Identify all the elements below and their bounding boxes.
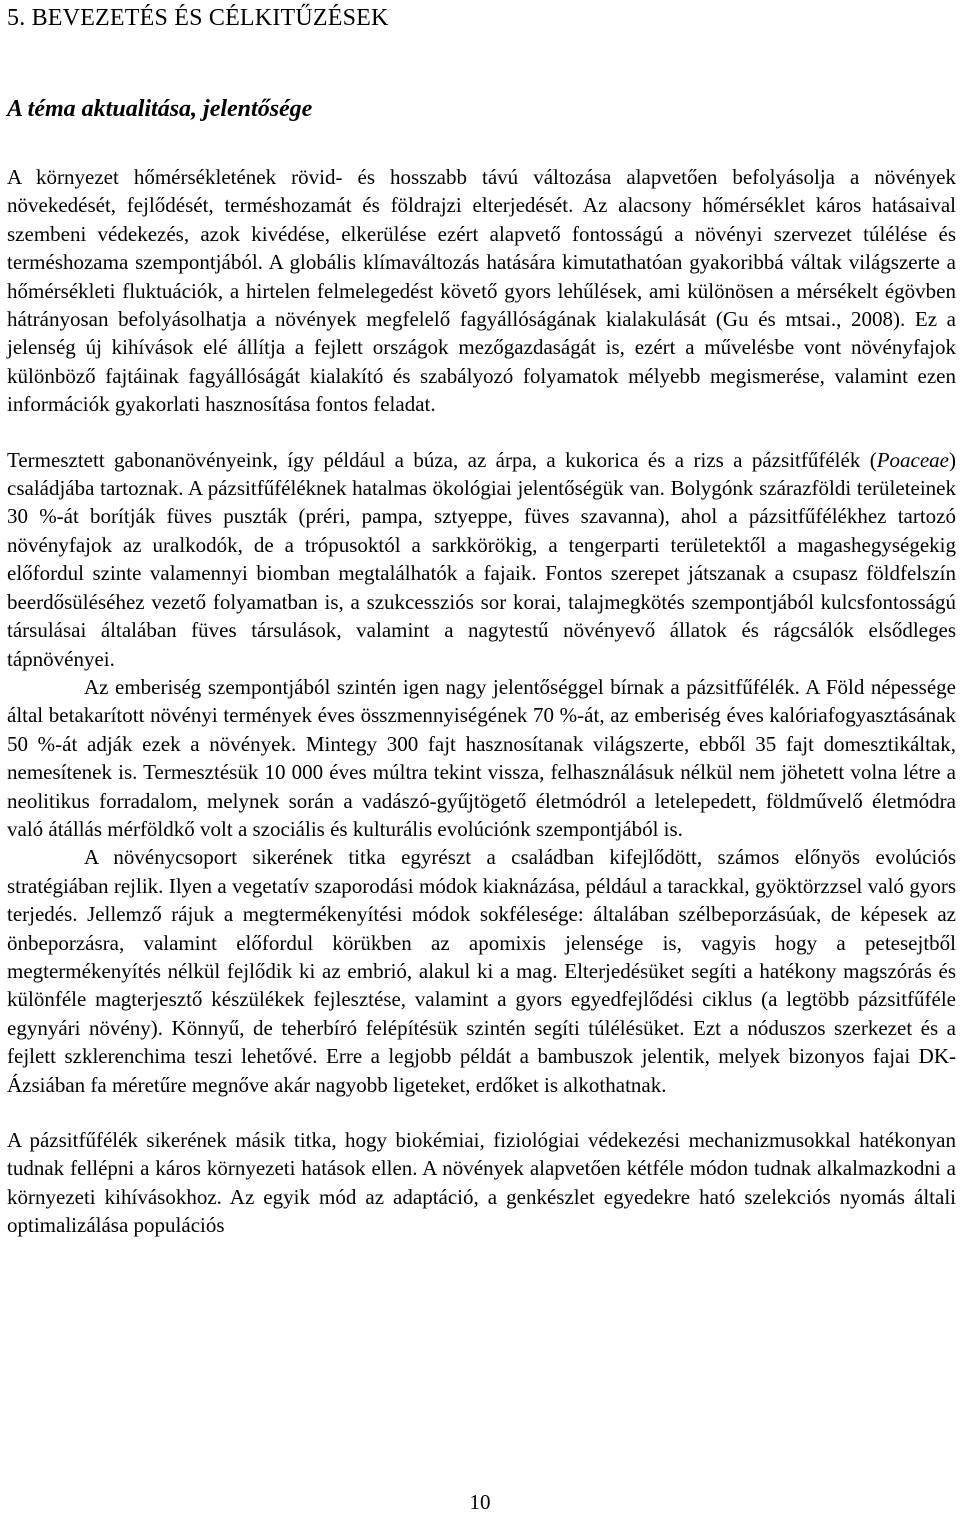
page-number: 10 [469, 1490, 491, 1514]
chapter-heading: 5. BEVEZETÉS ÉS CÉLKITŰZÉSEK [7, 5, 389, 31]
paragraph-2-text-start: Termesztett gabonanövényeink, így például a búza, az árpa, a kukorica és a rizs a pázsitfűfélék ( [7, 447, 877, 472]
document-page [7, 0, 956, 1240]
paragraph-5: A pázsitfűfélék sikerének másik titka, hogy biokémiai, fiziológiai védekezési mechanizmusokkal hatékonyan tudnak fellépni a káros környezeti hatások ellen. A növények alapvetően kétféle módon tudnak alkalmazkodni a környezeti kihívásokhoz. Az egyik mód az adaptáció, a genkészlet egyedekre ható szelekciós nyomás általi optimalizálása populációs [7, 1128, 956, 1238]
paragraph-3: Az emberiség szempontjából szintén igen nagy jelentőséggel bírnak a pázsitfűfélék. A Föld népessége által betakarított növényi termények éves összmennyiségének 70 %-át, az emberiség éves kalóriafogyasztásának 50 %-át adják ezek a növények. Mintegy 300 fajt hasznosítanak világszerte, ebből 35 fajt domesztikáltak, nemesítenek is. Termesztésük 10 000 éves múltra tekint vissza, felhasználásuk nélkül nem jöhetett volna létre a neolitikus forradalom, melynek során a vadászó-gyűjtögető életmódról a letelepedett, földművelő életmódra való átállás mérföldkő volt a szociális és kulturális evolúciónk szempontjából is. [7, 674, 956, 841]
paragraph-2 [7, 446, 956, 673]
paragraph-1: A környezet hőmérsékletének rövid- és hosszabb távú változása alapvetően befolyásolja a növények növekedését, fejlődését, terméshozamát és földrajzi elterjedését. Az alacsony hőmérséklet káros hatásaival szembeni védekezés, azok kivédése, elkerülése ezért alapvető fontosságú a növényi szervezet túlélése és terméshozama szempontjából. A globális klímaváltozás hatására kimutathatóan gyakoribbá váltak világszerte a hőmérsékleti fluktuációk, a hirtelen felmelegedést követő gyors lehűlések, ami különösen a mérsékelt égövben hátrányosan befolyásolhatja a növények megfelelő fagyállóságának kialakulását (Gu és mtsai., 2008). Ez a jelenség új kihívások elé állítja a fejlett országok mezőgazdaságát is, ezért a művelésbe vont növényfajok különböző fajtáinak fagyállóságát kialakító és szabályozó folyamatok mélyebb megismerése, valamint ezen információk gyakorlati hasznosítása fontos feladat. [7, 165, 956, 417]
paragraph-2-text-end: ) családjába tartoznak. A pázsitfűféléknek hatalmas ökológiai jelentőségük van. Bolygónk szárazföldi területeinek 30 %-át borítják füves puszták (préri, pampa, sztyeppe, füves szavanna), ahol a pázsitfűfélékhez tartozó növényfajok az uralkodók, de a trópusoktól a sarkkörökig, a tengerparti területektől a magashegységekig előfordul szinte valamennyi biomban megtalálhatók a fajaik. Fontos szerepet játszanak a csupasz földfelszín beerdősüléséhez vezető folyamatban is, a szukcessziós sor korai, talajmegkötés szempontjából kulcsfontosságú társulásai általában füves társulások, valamint a nagytestű növényevő állatok és rágcsálók elsődleges tápnövényei. [7, 447, 956, 671]
paragraph-2-italic-term: Poaceae [876, 447, 949, 472]
paragraph-4: A növénycsoport sikerének titka egyrészt a családban kifejlődött, számos előnyös evolúciós stratégiában rejlik. Ilyen a vegetatív szaporodási módok kiaknázása, például a tarackkal, gyöktörzzsel való gyors terjedés. Jellemző rájuk a megtermékenyítési módok sokfélesége: általában szélbeporzásúak, de képesek az önbeporzásra, valamint előfordul körükben az apomixis jelensége is, vagyis hogy a petesejtből megtermékenyítés nélkül fejlődik ki az embrió, alakul ki a mag. Elterjedésüket segíti a hatékony magszórás és különféle magterjesztő készülékek fejlesztése, valamint a gyors egyedfejlődési ciklus (a legtöbb pázsitfűféle egynyári növény). Könnyű, de teherbíró felépítésük szintén segíti túlélésüket. Ezt a nóduszos szerkezet és a fejlett szklerenchima teszi lehetővé. Erre a legjobb példát a bambuszok jelentik, melyek bizonyos fajai DK-Ázsiában fa méretűre megnőve akár nagyobb ligeteket, erdőket is alkothatnak. [7, 845, 956, 1097]
section-subheading: A téma aktualitása, jelentősége [7, 96, 313, 122]
